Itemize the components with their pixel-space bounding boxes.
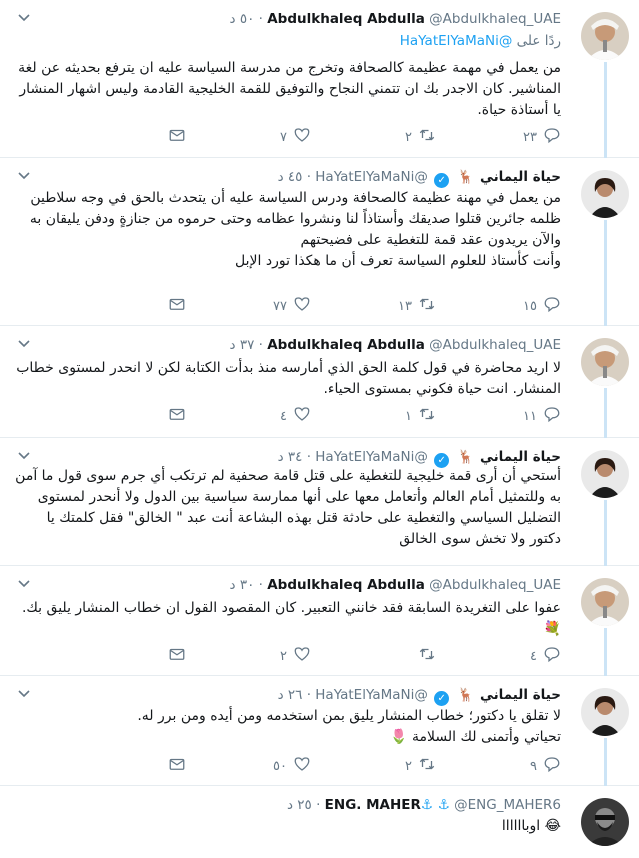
retweet-count: ١ — [405, 408, 412, 424]
separator: · — [258, 337, 263, 353]
separator: · — [306, 449, 311, 465]
reply-icon — [543, 126, 561, 148]
thread-line — [604, 628, 607, 676]
display-name[interactable]: حياة اليماني — [479, 687, 561, 703]
verified-icon: ✓ — [434, 691, 449, 706]
message-button[interactable] — [168, 127, 186, 147]
retweet-count: ٢ — [405, 758, 412, 774]
reply-button[interactable] — [523, 296, 561, 316]
anchor-icon: ⚓ — [420, 797, 434, 813]
reply-icon — [543, 645, 561, 667]
message-button[interactable] — [168, 406, 186, 426]
message-icon — [168, 126, 186, 148]
reply-count: ٢٣ — [523, 129, 537, 145]
message-button[interactable] — [168, 756, 186, 776]
retweet-icon — [418, 126, 436, 148]
timestamp[interactable]: ٢٦ د — [277, 687, 303, 703]
reply-count: ٩ — [530, 758, 537, 774]
display-name[interactable] — [325, 797, 438, 813]
tweet-text: عفوا على التغريدة السابقة فقد خانني التعبير. كان المقصود القول ان خطاب المنشار يليق بك. 💐 — [21, 600, 561, 637]
caret-down-icon[interactable] — [18, 578, 32, 588]
like-icon — [293, 755, 311, 777]
tweet-text: من يعمل في مهمة عظيمة كالصحافة وتخرج من مدرسة السياسة عليه ان يترفع بحديثه عن لغة المناشير. كان الاجدر بك ان تتمني النجاح والتوفيق للقمة الخليجية القادمة وليس اشهار المنشار يا أستاذة حياة. — [18, 60, 561, 118]
retweet-button[interactable] — [398, 296, 436, 316]
display-name[interactable]: حياة اليماني — [479, 449, 561, 465]
tweet[interactable] — [0, 326, 639, 438]
tweet[interactable] — [0, 786, 639, 858]
retweet-button[interactable] — [405, 406, 436, 426]
tweet-text: من يعمل في مهنة عظيمة كالصحافة ودرس السياسة عليه أن يتحدث بالحق في وجه سلاطين ظلمه جائرين قتلوا صديقك وأستاذاً لنا ونشروا عظامه وحتى حرموه من جنازةٍ ودفن يليقان به والآن يريدون عقد قمة للتغطية على فضيحتهم وأنت كأستاذ للعلوم السياسة تعرف أن ما هكذا تورد الإبل — [29, 190, 561, 269]
caret-down-icon[interactable] — [18, 688, 32, 698]
display-name[interactable]: Abdulkhaleq Abdulla — [267, 337, 425, 353]
separator: · — [258, 11, 263, 27]
name-emoji: 🦌 — [457, 450, 474, 465]
retweet-count: ٢ — [405, 129, 412, 145]
tweet[interactable] — [0, 438, 639, 566]
reply-count: ١١ — [523, 408, 537, 424]
display-name-text: ENG. MAHER — [324, 797, 421, 813]
tweet[interactable] — [0, 0, 639, 158]
reply-icon — [543, 755, 561, 777]
tweet[interactable] — [0, 566, 639, 676]
tweet-actions — [14, 127, 561, 147]
user-handle[interactable]: @HaYatElYaMaNi — [315, 687, 428, 703]
like-count: ٥٠ — [273, 758, 287, 774]
tweet-header — [10, 448, 561, 468]
reply-button[interactable] — [523, 406, 561, 426]
tweet-actions — [14, 646, 561, 666]
retweet-icon — [418, 295, 436, 317]
like-icon — [293, 126, 311, 148]
reply-mention[interactable]: @HaYatElYaMaNi — [399, 33, 513, 49]
name-emoji: 🦌 — [457, 688, 474, 703]
reply-count: ٤ — [530, 648, 537, 664]
reply-icon — [543, 405, 561, 427]
separator: · — [306, 169, 311, 185]
timestamp[interactable]: ٥٠ د — [229, 11, 255, 27]
timestamp[interactable]: ٤٥ د — [277, 169, 303, 185]
avatar[interactable] — [581, 170, 629, 218]
user-handle[interactable]: @Abdulkhaleq_UAE — [429, 337, 561, 353]
thread-line — [604, 738, 607, 786]
reply-count: ١٥ — [523, 298, 537, 314]
like-count: ٧ — [280, 129, 287, 145]
user-handle[interactable]: @HaYatElYaMaNi — [315, 449, 428, 465]
tweet-text: 😂 اوباااااا — [501, 818, 561, 834]
reply-prefix: ردًا على — [516, 33, 561, 49]
name-emoji: 🦌 — [457, 170, 474, 185]
avatar[interactable] — [581, 12, 629, 60]
reply-context — [400, 33, 561, 49]
reply-button[interactable] — [530, 756, 561, 776]
like-button[interactable] — [273, 756, 311, 776]
thread-line — [604, 500, 607, 566]
tweet-actions — [14, 296, 561, 316]
tweet-text: أستحي أن أرى قمة خليجية للتغطية على قتل قامة صحفية لم ترتكب أي جرم سوى قول ما آمن به وللتمثيل أمام العالم وأتعامل معها على أنها ممارسة سياسية بين الدول ولا أنحدر لمستوى التضليل السياسي والتغطية على حادثة قتل بهذه البشاعة أنت عبد " الخالق" فقل كلمتك يا دكتور ولا تخش سوى الخالق — [15, 468, 561, 547]
display-name[interactable]: Abdulkhaleq Abdulla — [267, 11, 425, 27]
thread-line — [604, 62, 607, 158]
timestamp[interactable]: ٢٥ د — [286, 797, 312, 813]
avatar[interactable] — [581, 688, 629, 736]
user-handle[interactable]: @Abdulkhaleq_UAE — [429, 577, 561, 593]
tweet-text: لا اريد محاضرة في قول كلمة الحق الذي أمارسه منذ بدأت الكتابة لكن لا انحدر لمستوى خطاب المنشار. انت حياة فكوني بمستوى الحياء. — [16, 360, 561, 397]
retweet-icon — [418, 755, 436, 777]
retweet-button[interactable] — [405, 127, 436, 147]
timestamp[interactable]: ٣٠ د — [229, 577, 255, 593]
retweet-icon — [418, 405, 436, 427]
thread-line — [604, 220, 607, 326]
avatar[interactable] — [581, 450, 629, 498]
tweet-header — [10, 168, 561, 188]
avatar[interactable] — [581, 338, 629, 386]
tweet-text: لا تقلق يا دكتور؛ خطاب المنشار يليق بمن استخدمه ومن أيده ومن برر له. تحياتي وأتمنى لك السلامة 🌷 — [137, 708, 561, 745]
tweet-header — [10, 576, 561, 594]
message-button[interactable] — [168, 296, 186, 316]
tweet-header — [10, 10, 561, 28]
user-handle[interactable]: @ENG_MAHER6 — [454, 797, 561, 813]
anchor-icon: ⚓ — [437, 797, 450, 813]
reply-button[interactable] — [530, 646, 561, 666]
like-icon — [293, 295, 311, 317]
caret-down-icon[interactable] — [18, 12, 32, 22]
verified-icon: ✓ — [434, 173, 449, 188]
verified-icon: ✓ — [434, 453, 449, 468]
like-icon — [293, 405, 311, 427]
like-button[interactable] — [280, 406, 311, 426]
avatar[interactable] — [581, 578, 629, 626]
user-handle[interactable]: @HaYatElYaMaNi — [315, 169, 428, 185]
reply-icon — [543, 295, 561, 317]
retweet-button[interactable] — [405, 756, 436, 776]
retweet-button[interactable] — [412, 646, 436, 666]
timestamp[interactable]: ٣٤ د — [277, 449, 303, 465]
message-icon — [168, 755, 186, 777]
like-count: ٧٧ — [273, 298, 287, 314]
message-icon — [168, 405, 186, 427]
tweet-header — [10, 796, 561, 814]
timestamp[interactable]: ٣٧ د — [229, 337, 255, 353]
thread-line — [604, 388, 607, 438]
like-button[interactable] — [280, 127, 311, 147]
separator: · — [258, 577, 263, 593]
display-name[interactable]: حياة اليماني — [479, 169, 561, 185]
tweet-actions — [14, 756, 561, 776]
caret-down-icon[interactable] — [18, 338, 32, 348]
separator: · — [306, 687, 311, 703]
message-button[interactable] — [168, 646, 186, 666]
like-button[interactable] — [273, 296, 311, 316]
tweet-actions — [14, 406, 561, 426]
caret-down-icon[interactable] — [18, 170, 32, 180]
like-count: ٤ — [280, 408, 287, 424]
tweet[interactable] — [0, 676, 639, 786]
message-icon — [168, 295, 186, 317]
display-name[interactable]: Abdulkhaleq Abdulla — [267, 577, 425, 593]
tweet[interactable] — [0, 158, 639, 326]
tweet-header — [10, 336, 561, 354]
like-icon — [293, 645, 311, 667]
separator: · — [316, 797, 321, 813]
caret-down-icon[interactable] — [18, 450, 32, 460]
avatar[interactable] — [581, 798, 629, 846]
like-button[interactable] — [280, 646, 311, 666]
message-icon — [168, 645, 186, 667]
like-count: ٢ — [280, 648, 287, 664]
user-handle[interactable]: @Abdulkhaleq_UAE — [429, 11, 561, 27]
retweet-count: ١٣ — [398, 298, 412, 314]
tweet-header — [10, 686, 561, 706]
retweet-icon — [418, 645, 436, 667]
reply-button[interactable] — [523, 127, 561, 147]
